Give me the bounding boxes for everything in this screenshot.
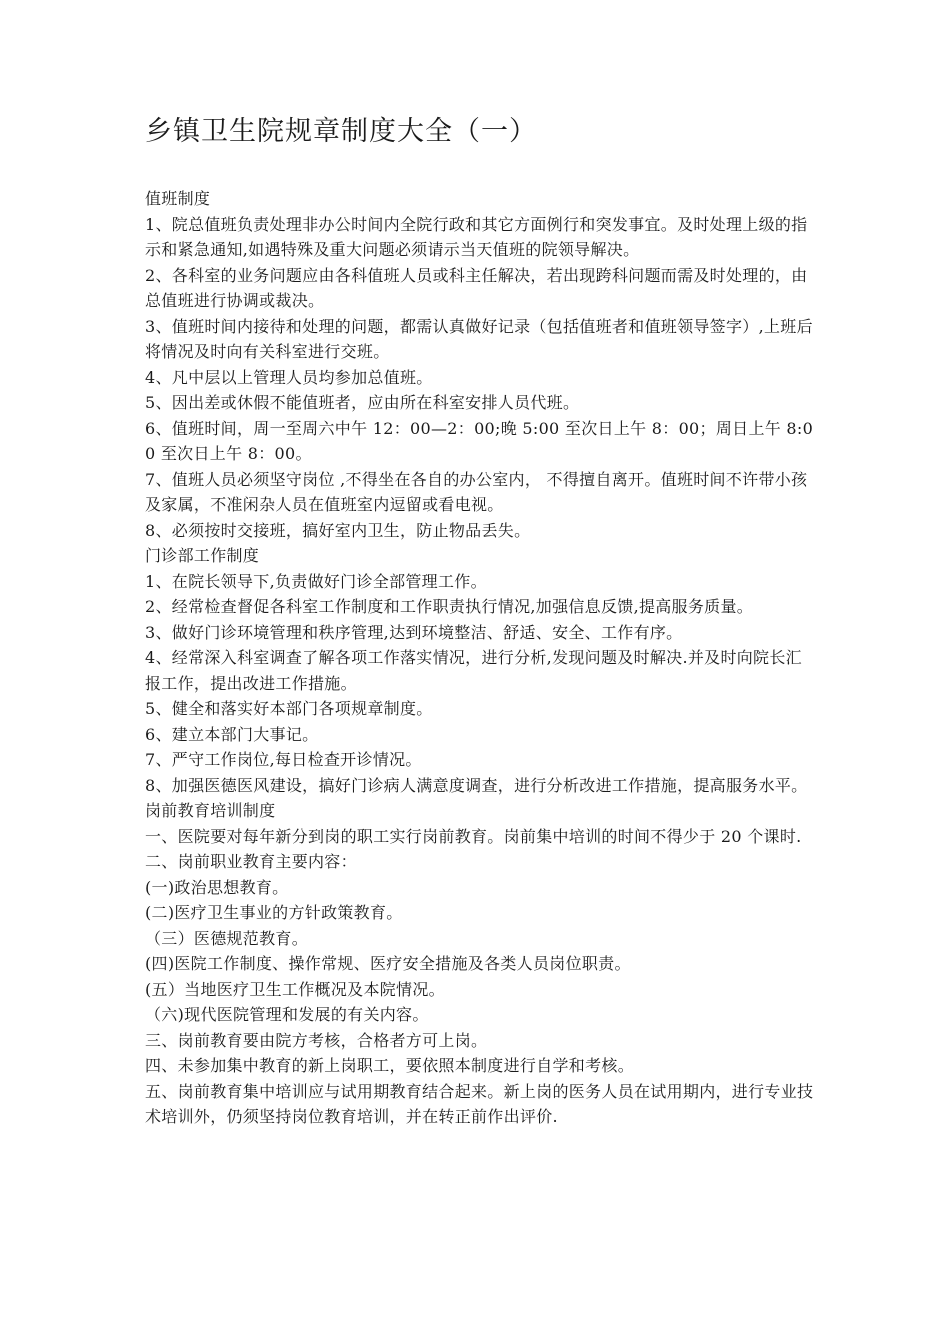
section-heading-duty: 值班制度	[145, 189, 211, 208]
section-item: 1、院总值班负责处理非办公时间内全院行政和其它方面例行和突发事宜。及时处理上级的指示和紧急通知,如遇特殊及重大问题必须请示当天值班的院领导解决。	[145, 214, 808, 259]
section-item: (五）当地医疗卫生工作概况及本院情况。	[145, 979, 445, 999]
section-item: （三）医德规范教育。	[145, 928, 309, 948]
section-item: 2、各科室的业务问题应由各科值班人员或科主任解决，若出现跨科问题而需及时处理的，由总值班进行协调或裁决。	[145, 265, 808, 310]
section-item: 四、未参加集中教育的新上岗职工，要依照本制度进行自学和考核。	[145, 1056, 635, 1075]
section-item: (二)医疗卫生事业的方针政策教育。	[145, 903, 403, 922]
section-item: 1、在院长领导下,负责做好门诊全部管理工作。	[145, 571, 487, 591]
section-item: 6、值班时间，周一至周六中午 12：00—2：00;晚 5:00 至次日上午 8：00；周日上午 8:00 至次日上午 8：00。	[145, 418, 814, 463]
section-item: （六)现代医院管理和发展的有关内容。	[145, 1005, 429, 1024]
section-item: 3、值班时间内接待和处理的问题，都需认真做好记录（包括值班者和值班领导签字）,上班后将情况及时向有关科室进行交班。	[145, 316, 813, 361]
section-item: 7、严守工作岗位,每日检查开诊情况。	[145, 750, 422, 769]
section-heading-outpatient: 门诊部工作制度	[145, 546, 260, 565]
section-item: 一、医院要对每年新分到岗的职工实行岗前教育。岗前集中培训的时间不得少于 20 个课时.	[145, 826, 802, 846]
section-heading-training: 岗前教育培训制度	[145, 801, 276, 820]
section-item: (四)医院工作制度、操作常规、医疗安全措施及各类人员岗位职责。	[145, 954, 631, 973]
section-item: 三、岗前教育要由院方考核，合格者方可上岗。	[145, 1030, 488, 1050]
section-item: 2、经常检查督促各科室工作制度和工作职责执行情况,加强信息反馈,提高服务质量。	[145, 597, 754, 616]
document-body	[145, 186, 815, 1130]
section-item: 5、健全和落实好本部门各项规章制度。	[145, 699, 433, 718]
section-item: 8、加强医德医风建设，搞好门诊病人满意度调查，进行分析改进工作措施，提高服务水平。	[145, 775, 808, 795]
document-title: 乡镇卫生院规章制度大全（一）	[145, 116, 537, 147]
section-item: 4、凡中层以上管理人员均参加总值班。	[145, 367, 433, 387]
section-item: 8、必须按时交接班，搞好室内卫生，防止物品丢失。	[145, 520, 531, 540]
section-item: 7、值班人员必须坚守岗位 ,不得坐在各自的办公室内， 不得擅自离开。值班时间不许带小孩及家属，不准闲杂人员在值班室内逗留或看电视。	[145, 469, 808, 514]
section-item: 二、岗前职业教育主要内容：	[145, 852, 357, 871]
section-item: 4、经常深入科室调查了解各项工作落实情况，进行分析,发现问题及时解决.并及时向院长汇报工作，提出改进工作措施。	[145, 648, 802, 693]
section-item: 五、岗前教育集中培训应与试用期教育结合起来。新上岗的医务人员在试用期内，进行专业技术培训外，仍须坚持岗位教育培训，并在转正前作出评价.	[145, 1081, 814, 1126]
section-item: 5、因出差或休假不能值班者，应由所在科室安排人员代班。	[145, 393, 580, 412]
section-item: 6、建立本部门大事记。	[145, 724, 319, 744]
section-item: (一)政治思想教育。	[145, 877, 289, 897]
section-item: 3、做好门诊环境管理和秩序管理,达到环境整洁、舒适、安全、工作有序。	[145, 622, 683, 642]
